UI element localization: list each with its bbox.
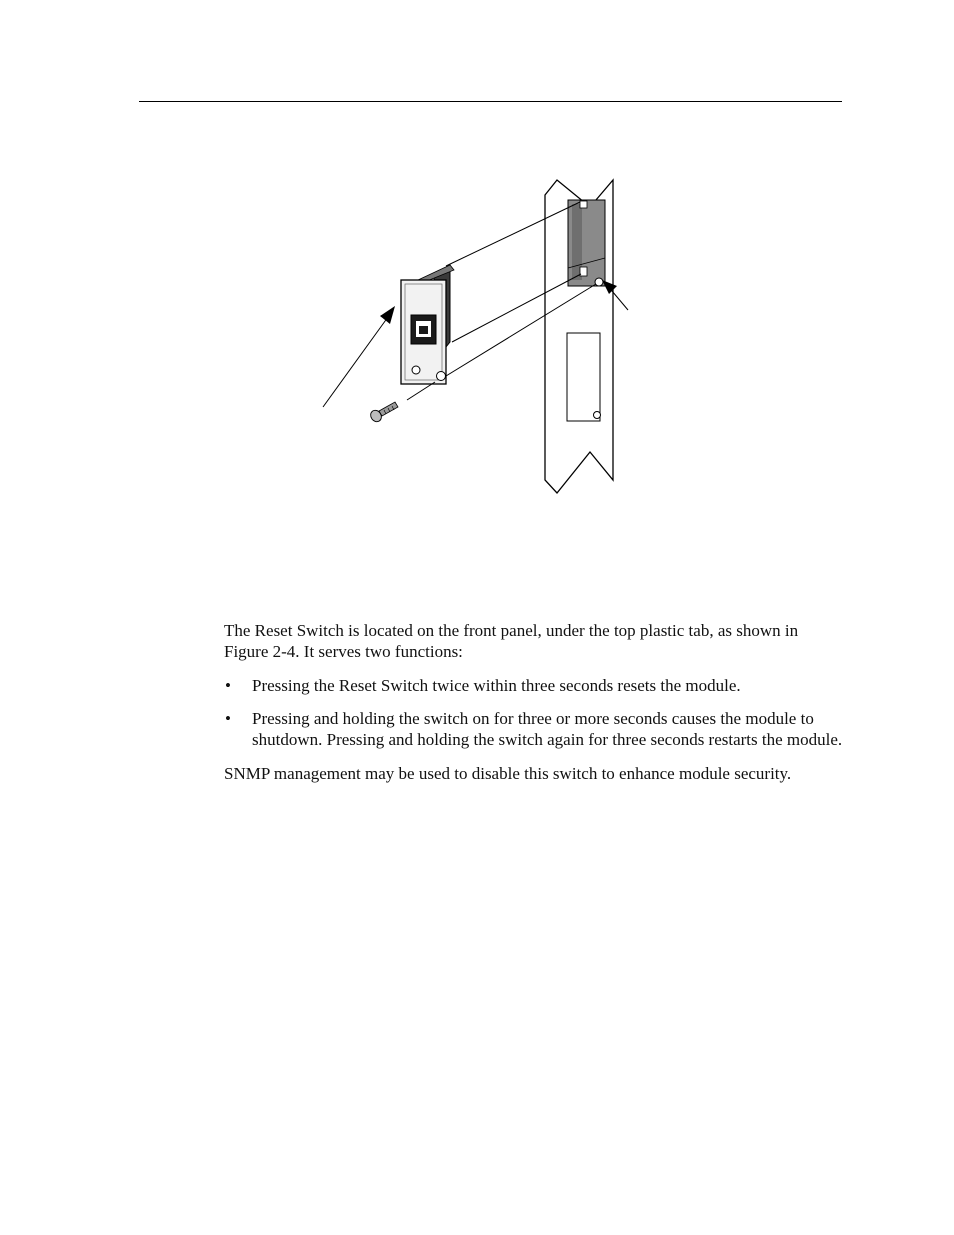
module-installation-diagram [300,170,660,500]
list-item [224,675,844,696]
functions-list [224,675,844,750]
body-text [224,620,844,797]
intro-paragraph: The Reset Switch is located on the front panel, under the top plastic tab, as shown in Figure 2-4. It serves two functions: [224,621,799,661]
callout-arrow-module [323,306,395,407]
bullet-mark: • [225,676,231,695]
module-installation-figure [300,170,660,500]
bullet-mark: • [225,709,231,728]
list-item-text: Pressing and holding the switch on for three or more seconds causes the module to shutdown. Pressing and holding the switch again for three seconds restarts the module. [252,709,843,749]
list-item-text: Pressing the Reset Switch twice within three seconds resets the module. [252,676,741,695]
closing-paragraph: SNMP management may be used to disable this switch to enhance module security. [224,764,792,783]
mounting-screw-icon [368,402,398,424]
list-item [224,708,844,750]
header-rule [139,101,842,102]
module-card-icon [401,265,454,384]
chassis-panel-icon [545,180,613,493]
rj45-port-icon [411,315,436,344]
